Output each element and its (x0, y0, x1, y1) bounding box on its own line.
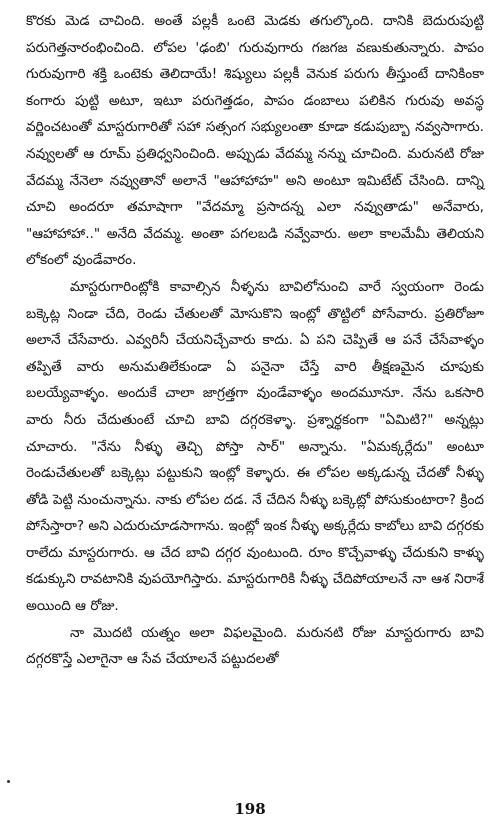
paragraph-2: మాస్టరుగారింట్లోకి కావాల్సిన నీళ్ళను బావిలోనుంచి వారే స్వయంగా రెండు బక్కెట్ల నిండా చేది, రెండు చేతులతో మోసుకొని ఇంట్లో తొట్టిలో పోసేవారు. ప్రతిరోజూ అలానే చేసేవారు. ఎవ్వరినీ చేయనిచ్చేవారు కాదు. ఏ పని చెప్పితే ఆ పనే చేసేవాళ్ళం తప్పితే వారు అనుమతిలేకుండా ఏ పనైనా చేస్తే వారి తీక్షణమైన చూపుకు బలయ్యేవాళ్ళం. అందుకే చాలా జాగ్రత్తగా వుండేవాళ్ళం అందమూనూ. నేను ఒకసారి వారు నీరు చేదుతుంటే చూచి బావి దగ్గరకెళ్ళా. ప్రశ్నార్థకంగా "ఏమిటి?" అన్నట్లు చూచారు. "నేను నీళ్ళు తెచ్చి పోస్తా సార్" అన్నాను. "ఏమక్కర్లేదు" అంటూ రెండుచేతులతో బక్కెట్లు పట్టుకుని ఇంట్లో కెళ్ళారు. ఈ లోపల అక్కడున్న చేదతో నీళ్ళు తోడి పెట్టి నుంచున్నాను. నాకు లోపల దడ. నే చేదిన నీళ్ళు బక్కెట్లో పోసుకుంటారా? క్రింద పోసేస్తారా? అని ఎదురుచూడసాగాను. ఇంట్లో ఇంక నీళ్ళు అక్కర్లేదు కాబోలు బావి దగ్గరకు రాలేదు మాస్టరుగారు. ఆ చేద బావి దగ్గర వుంటుంది. రూం కొచ్చేవాళ్ళు చేదుకుని కాళ్ళు కడుక్కుని రావటానికి వుపయోగిస్తారు. మాస్టరుగారికి నీళ్ళు చేదిపోయాలనే నా ఆశ నిరాశే అయింది ఆ రోజు. (26, 278, 484, 615)
paragraph-1: కొరకు మెడ చాచింది. అంతే పల్లకీ ఒంటె మెడకు తగుల్కొంది. దానికి బెదురుపుట్టి పరుగెత్తనారంభించింది. లోపల 'ఢంబి' గురువుగారు గజగజ వణుకుతున్నారు. పాపం గురువుగారి శక్తి ఒంటెకు తెలిదాయే! శిష్యులు పల్లకీ వెనుక పరుగు తీస్తుంటే దానికింకా కంగారు పుట్టి అటూ, ఇటూ పరుగెత్తడం, పాపం డంబాలు పలికిన గురువు అవస్థ వర్ణించటంతో మాస్టరుగారితో సహా సత్సంగ సభ్యులంతా కూడా కడుపుబ్బా నవ్వసాగారు. నవ్వులతో ఆ రూమ్ ప్రతిధ్వనించింది. అప్పుడు వేదమ్మ నన్ను చూచింది. మరునటి రోజు వేదమ్మ నేనెలా నవ్వుతానో అలానే "ఆహాహాహ" అని అంటూ ఇమిటేట్ చేసింది. దాన్ని చూచి అందరూ తమాషాగా "వేదమ్మా ప్రసాదన్న ఎలా నవ్వుతాడు" అనేవారు, "ఆహాహాహా.." అనేది వేదమ్మ. అంతా పగలబడి నవ్వేవారు. అలా కాలమేమీ తెలియని లోకంలో వుండేవారం. (26, 13, 484, 269)
paragraph-3: నా మొదటి యత్నం అలా విఫలమైంది. మరునటి రోజు మాస్టరుగారు బావి దగ్గరకొస్తే ఎలాగైనా ఆ సేవ చేయాలనే పట్టుదలతో (26, 624, 484, 668)
print-speck (7, 780, 10, 783)
page-number: 198 (234, 800, 266, 818)
body-text (26, 8, 484, 673)
